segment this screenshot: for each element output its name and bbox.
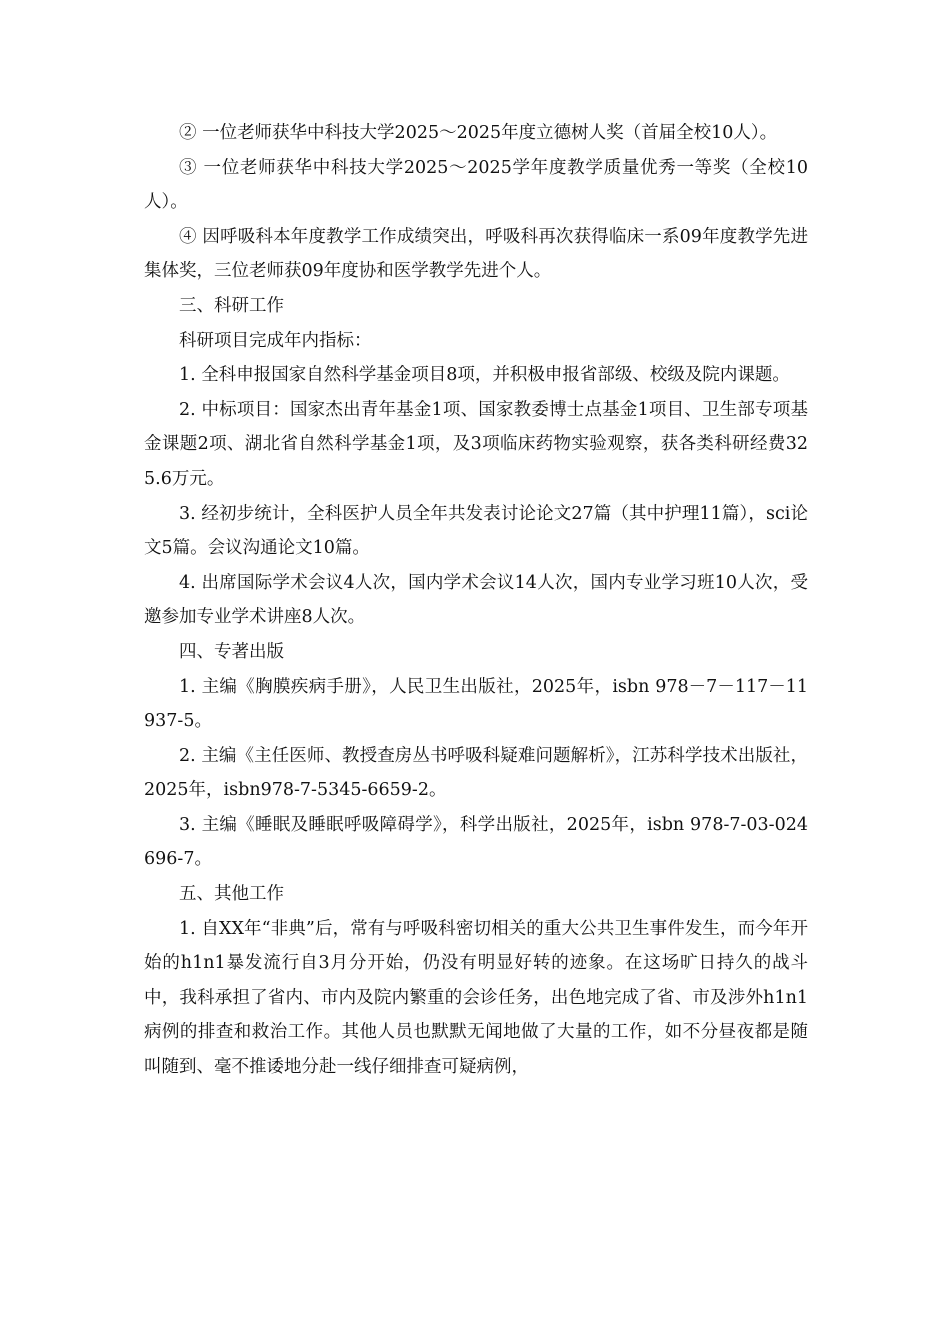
research-intro: 科研项目完成年内指标： bbox=[179, 330, 372, 351]
research-item-1: 1. 全科申报国家自然科学基金项目8项，并积极申报省部级、校级及院内课题。 bbox=[179, 365, 790, 386]
publication-item-1: 1. 主编《胸膜疾病手册》，人民卫生出版社，2025年，isbn 978－7－117－11937-5。 bbox=[144, 676, 808, 732]
research-item-4: 4. 出席国际学术会议4人次，国内学术会议14人次，国内专业学习班10人次，受邀参加专业学术讲座8人次。 bbox=[144, 572, 808, 628]
research-item-3: 3. 经初步统计，全科医护人员全年共发表讨论论文27篇（其中护理11篇），sci论文5篇。会议沟通论文10篇。 bbox=[144, 503, 808, 559]
research-item-2: 2. 中标项目：国家杰出青年基金1项、国家教委博士点基金1项目、卫生部专项基金课题2项、湖北省自然科学基金1项，及3项临床药物实验观察，获各类科研经费325.6万元。 bbox=[144, 399, 808, 489]
publication-item-3: 3. 主编《睡眠及睡眠呼吸障碍学》，科学出版社，2025年，isbn 978-7-03-024696-7。 bbox=[144, 814, 808, 870]
section-heading-other: 五、其他工作 bbox=[179, 884, 284, 905]
award-item-4: ④ 因呼吸科本年度教学工作成绩突出，呼吸科再次获得临床一系09年度教学先进集体奖，三位老师获09年度协和医学教学先进个人。 bbox=[144, 226, 808, 282]
section-heading-research: 三、科研工作 bbox=[179, 295, 284, 316]
award-item-2: ② 一位老师获华中科技大学2025～2025年度立德树人奖（首届全校10人）。 bbox=[179, 123, 778, 143]
other-work-item-1: 1. 自XX年“非典”后，常有与呼吸科密切相关的重大公共卫生事件发生，而今年开始的h1n1暴发流行自3月分开始，仍没有明显好转的迹象。在这场旷日持久的战斗中，我科承担了省内、市内及院内繁重的会诊任务，出色地完成了省、市及涉外h1n1病例的排查和救治工作。其他人员也默默无闻地做了大量的工作，如不分昼夜都是随叫随到、毫不推诿地分赴一线仔细排查可疑病例， bbox=[144, 918, 808, 1078]
publication-item-2: 2. 主编《主任医师、教授查房丛书呼吸科疑难问题解析》，江苏科学技术出版社，2025年，isbn978-7-5345-6659-2。 bbox=[144, 745, 808, 801]
award-item-3: ③ 一位老师获华中科技大学2025～2025学年度教学质量优秀一等奖（全校10人）。 bbox=[144, 157, 808, 213]
section-heading-publications: 四、专著出版 bbox=[179, 641, 284, 662]
document-page bbox=[144, 116, 808, 1085]
